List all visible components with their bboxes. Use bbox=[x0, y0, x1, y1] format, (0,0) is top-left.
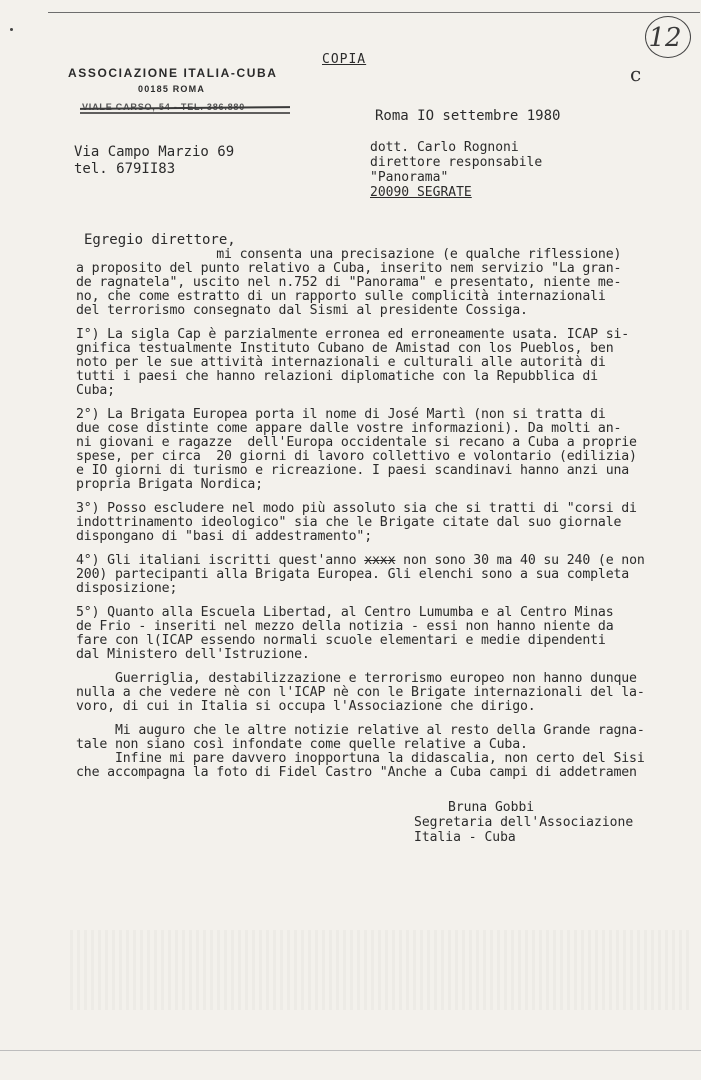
body-line: spese, per circa 20 giorni di lavoro collettivo e volontario (edilizia) bbox=[76, 449, 637, 464]
letterhead-name: ASSOCIAZIONE ITALIA-CUBA bbox=[68, 66, 278, 80]
body-line: disposizione; bbox=[76, 581, 178, 596]
body-line: voro, di cui in Italia si occupa l'Associazione che dirigo. bbox=[76, 699, 536, 714]
page-number: 12 bbox=[648, 23, 682, 53]
body-line: gnifica testualmente Instituto Cubano de Amistad con los Pueblos, ben bbox=[76, 341, 614, 356]
body-line: dispongano di "basi di addestramento"; bbox=[76, 529, 373, 544]
body-line: Infine mi pare davvero inopportuna la didascalia, non certo del Sisi bbox=[76, 751, 645, 766]
body-line: I°) La sigla Cap è parzialmente erronea ed erroneamente usata. ICAP si- bbox=[76, 327, 630, 342]
body-line: no, che come estratto di un rapporto sulle complicità internazionali bbox=[76, 289, 606, 304]
body-line: indottrinamento ideologico" sia che le Brigate citate dal suo giornale bbox=[76, 515, 622, 530]
body-line: de ragnatela", uscito nel n.752 di "Panorama" e presentato, niente me- bbox=[76, 275, 622, 290]
body-line: noto per le sue attività internazionali e culturali alle autorità di bbox=[76, 355, 606, 370]
body-line: Guerriglia, destabilizzazione e terrorismo europeo non hanno dunque bbox=[76, 671, 637, 686]
top-rule bbox=[48, 12, 700, 13]
scan-texture bbox=[70, 930, 690, 1010]
recipient-line: dott. Carlo Rognoni bbox=[370, 140, 519, 155]
letter-body bbox=[76, 248, 676, 780]
recipient-line: direttore responsabile bbox=[370, 155, 543, 170]
body-line: 4°) Gli italiani iscritti quest'anno xxxx non sono 30 ma 40 su 240 (e non bbox=[76, 553, 645, 568]
body-line: che accompagna la foto di Fidel Castro "Anche a Cuba campi di addetramen bbox=[76, 765, 637, 780]
body-line: dal Ministero dell'Istruzione. bbox=[76, 647, 310, 662]
copy-mark: COPIA bbox=[322, 52, 367, 67]
body-line: Mi auguro che le altre notizie relative al resto della Grande ragna- bbox=[76, 723, 645, 738]
body-line: 2°) La Brigata Europea porta il nome di José Martì (non si tratta di bbox=[76, 407, 606, 422]
address-strikethrough-2 bbox=[80, 112, 290, 114]
margin-handwritten-mark: c bbox=[630, 62, 642, 86]
body-line: fare con l(ICAP essendo normali scuole elementari e medie dipendenti bbox=[76, 633, 606, 648]
signature-name: Bruna Gobbi bbox=[448, 800, 535, 815]
body-line: tutti i paesi che hanno relazioni diplomatiche con la Repubblica di bbox=[76, 369, 598, 384]
body-line: mi consenta una precisazione (e qualche riflessione) bbox=[76, 247, 622, 262]
signature-title: Segretaria dell'Associazione bbox=[414, 815, 634, 830]
margin-dot bbox=[10, 28, 13, 31]
recipient-line: "Panorama" bbox=[370, 170, 449, 185]
sender-address bbox=[74, 144, 234, 178]
body-line: 5°) Quanto alla Escuela Libertad, al Centro Lumumba e al Centro Minas bbox=[76, 605, 614, 620]
letter-date: Roma IO settembre 1980 bbox=[375, 108, 561, 124]
recipient-city: 20090 SEGRATE bbox=[370, 185, 472, 200]
body-line: due cose distinte come appare dalle vostre informazioni). Da molti an- bbox=[76, 421, 622, 436]
body-line: 200) partecipanti alla Brigata Europea. Gli elenchi sono a sua completa bbox=[76, 567, 630, 582]
sender-address-line: Via Campo Marzio 69 bbox=[74, 144, 235, 160]
body-line: de Frio - inseriti nel mezzo della notizia - essi non hanno niente da bbox=[76, 619, 614, 634]
signature-block bbox=[414, 800, 633, 845]
sender-address-line: tel. 679II83 bbox=[74, 161, 176, 177]
body-line: propria Brigata Nordica; bbox=[76, 477, 263, 492]
struck-text: xxxx bbox=[364, 553, 396, 568]
recipient-block bbox=[370, 140, 542, 200]
body-line: ni giovani e ragazze dell'Europa occidentale si recano a Cuba a proprie bbox=[76, 435, 637, 450]
body-line: Cuba; bbox=[76, 383, 115, 398]
signature-org: Italia - Cuba bbox=[414, 830, 516, 845]
body-line: a proposito del punto relativo a Cuba, inserito nem servizio "La gran- bbox=[76, 261, 622, 276]
body-line: nulla a che vedere nè con l'ICAP nè con le Brigate internazionali del la- bbox=[76, 685, 645, 700]
body-line: tale non siano così infondate come quelle relative a Cuba. bbox=[76, 737, 528, 752]
body-line: e IO giorni di turismo e ricreazione. I paesi scandinavi hanno anzi una bbox=[76, 463, 630, 478]
body-line: 3°) Posso escludere nel modo più assoluto sia che si tratti di "corsi di bbox=[76, 501, 637, 516]
letterhead-zip-city: 00185 ROMA bbox=[138, 84, 206, 94]
body-line: del terrorismo consegnato dal Sismi al presidente Cossiga. bbox=[76, 303, 528, 318]
greeting: Egregio direttore, bbox=[84, 232, 236, 248]
bottom-rule bbox=[0, 1050, 701, 1051]
